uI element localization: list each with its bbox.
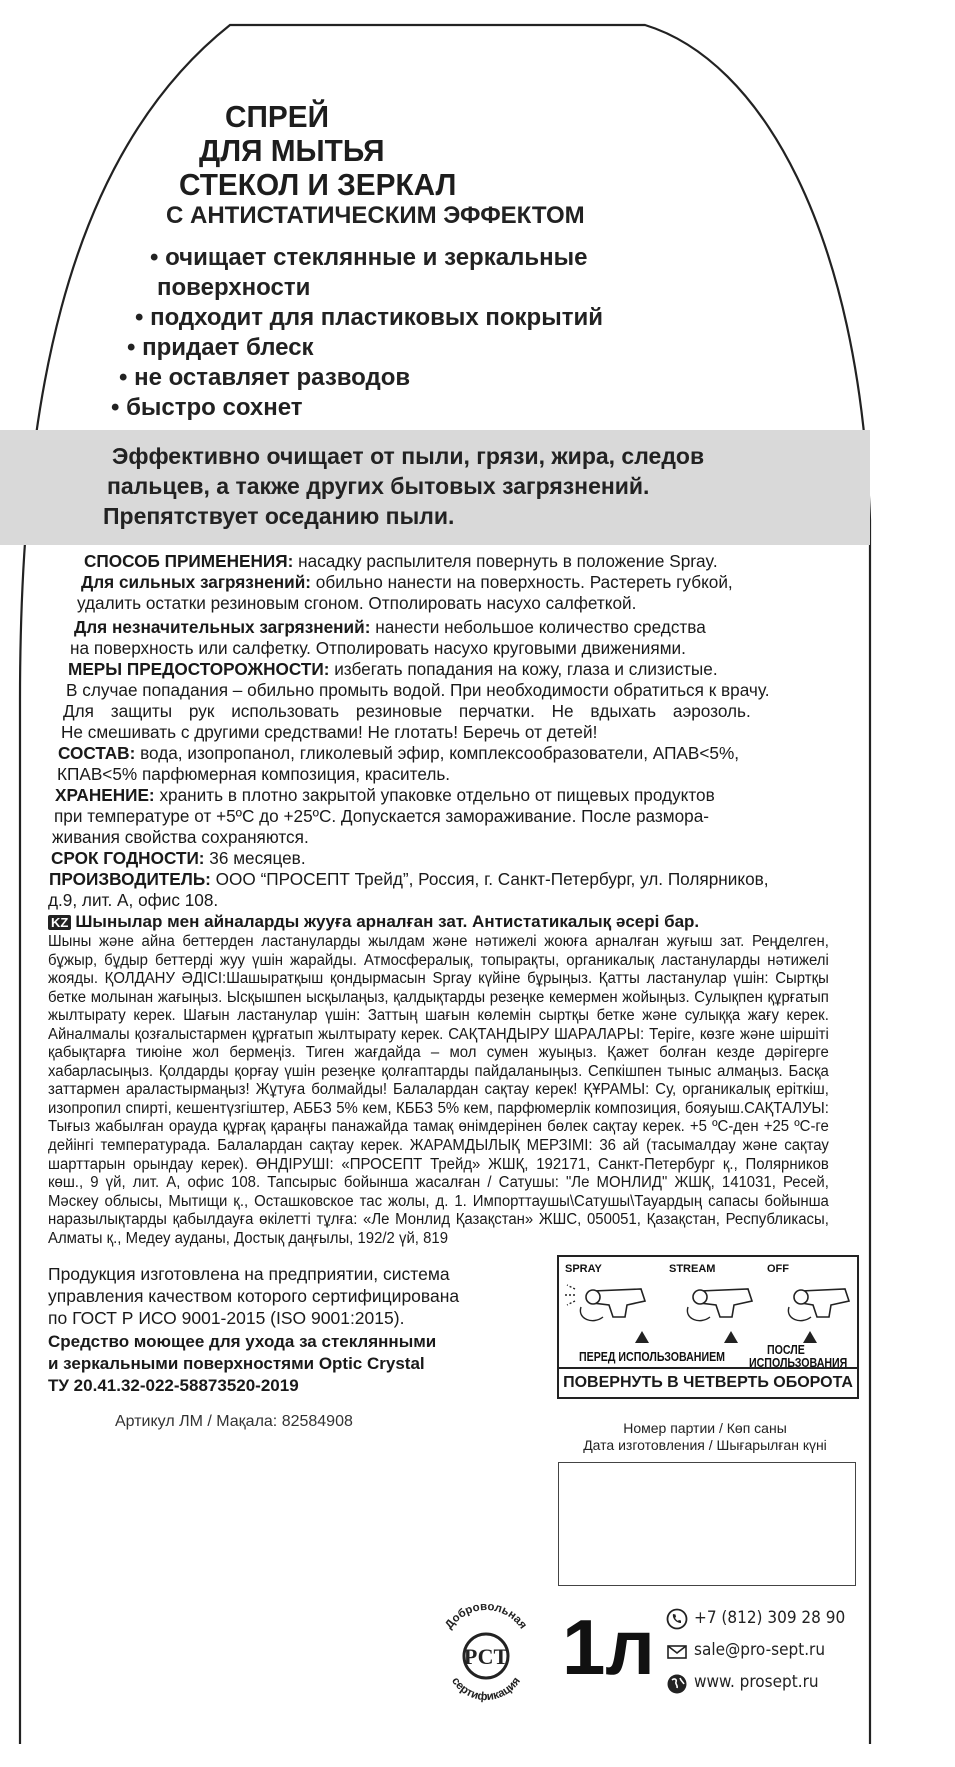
bullet-3: • придает блеск	[127, 334, 314, 361]
product-subtitle: С АНТИСТАТИЧЕСКИМ ЭФФЕКТОМ	[166, 202, 585, 229]
shelf-life: СРОК ГОДНОСТИ: 36 месяцев.	[51, 848, 306, 868]
batch-date-box	[558, 1462, 856, 1586]
globe-icon	[666, 1673, 688, 1695]
contact-email: sale@pro-sept.ru	[694, 1640, 826, 1660]
off-label: OFF	[767, 1263, 789, 1275]
usage-line-5: на поверхность или салфетку. Отполировать насухо круговыми движениями.	[70, 638, 686, 658]
usage-line-2: Для сильных загрязнений: обильно нанести на поверхность. Растереть губкой,	[81, 572, 733, 592]
article-number: Артикул ЛМ / Мақала: 82584908	[115, 1413, 353, 1430]
claim-line-3: Препятствует оседанию пыли.	[103, 503, 455, 529]
kz-heading: KZ Шынылар мен айналарды жууға арналған зат. Антистатикалық әсері бар.	[48, 912, 699, 932]
bullet-1-cont: поверхности	[157, 274, 311, 301]
bullet-1: • очищает стеклянные и зеркальные	[150, 244, 588, 271]
stream-label: STREAM	[669, 1263, 716, 1275]
precautions-line-1: МЕРЫ ПРЕДОСТОРОЖНОСТИ: избегать попадания на кожу, глаза и слизистые.	[68, 659, 718, 679]
after-use-caption-1: ПОСЛЕ	[767, 1343, 805, 1357]
nozzle-instruction-box	[557, 1255, 859, 1399]
product-title-line-1: СПРЕЙ	[225, 99, 329, 134]
arrow-up-icon	[635, 1331, 649, 1343]
manufacturer-line-2: д.9, лит. А, офис 108.	[48, 890, 219, 910]
usage-line-3: удалить остатки резиновым сгоном. Отполировать насухо салфеткой.	[77, 593, 637, 613]
composition-line-2: КПАВ<5% парфюмерная композиция, краситель.	[57, 764, 451, 784]
storage-line-2: при температуре от +5ºС до +25ºС. Допускается замораживание. После размора-	[54, 806, 710, 826]
product-title-line-2: ДЛЯ МЫТЬЯ	[199, 133, 385, 168]
bullet-4: • не оставляет разводов	[119, 364, 411, 391]
instruction-footer: ПОВЕРНУТЬ В ЧЕТВЕРТЬ ОБОРОТА	[559, 1367, 857, 1397]
after-use-caption-2: ИСПОЛЬЗОВАНИЯ	[749, 1356, 848, 1370]
bullet-5: • быстро сохнет	[111, 394, 303, 421]
usage-line-1: СПОСОБ ПРИМЕНЕНИЯ: насадку распылителя повернуть в положение Spray.	[84, 551, 718, 571]
production-note: Продукция изготовлена на предприятии, система управления качеством которого сертифицирована по ГОСТ Р ИСО 9001-2015 (ISO 9001:2015).	[48, 1264, 460, 1328]
arrow-up-icon	[724, 1331, 738, 1343]
arrow-up-icon	[803, 1331, 817, 1343]
phone-icon	[666, 1608, 688, 1630]
volume-label: 1л	[562, 1603, 655, 1691]
claim-line-1: Эффективно очищает от пыли, грязи, жира, следов	[112, 443, 705, 469]
composition-line-1: СОСТАВ: вода, изопропанол, гликолевый эфир, комплексообразователи, АПАВ<5%,	[58, 743, 740, 763]
bullet-2: • подходит для пластиковых покрытий	[135, 304, 603, 331]
kz-flag-badge: KZ	[48, 915, 71, 930]
storage-line-3: живания свойства сохраняются.	[52, 827, 309, 847]
svg-text:РСТ: РСТ	[463, 1644, 509, 1669]
envelope-icon	[666, 1641, 688, 1663]
kz-body: Шыны және айна беттерден ластануларды жылдам және нәтижелі жоюға арналған жуғыш зат. Реңделген, бұжыр, бұдыр беттерді жуу үшін жарайды. Атмосфералық, топырақты, органикалық ластануларды нәтижелі жояды. ҚОЛДАНУ ӘДІСІ:Шашыратқыш қондырмасын Spray күйіне бұрыңыз. Қатты ластанулар үшін: Сыртқы бетке молынан жағыңыз. Ысқышпен ысқылаңыз, қалдықтарды резеңке кемермен жойыңыз. Сулықпен құрғатып жылтырату керек. Шағын ластанулар үшін: Заттың шағын көлемін сыртқы бетке және сулыққа жағу керек. Айналмалы қозғалыстармен құрғатып жылтырату керек. САҚТАНДЫРУ ШАРАЛАРЫ: Теріге, көзге және шіршіті қабықтарға тиюіне жол бермеңіз. Тиген жағдайда – мол сумен жуыңыз. Қажет болған кезде дәрігерге хабарласыңыз. Қолдарды қорғау үшін резеңке қолғаптарды пайдаланыңыз. Сепкішпен тыныс алмаңыз. Басқа заттармен араластырмаңыз! Жұтуға болмайды! Балалардан сақтау керек! ҚҰРАМЫ: Су, органикалық еріткіш, изопропил спирті, кешентүзгіштер, АББЗ 5% кем, КББЗ 5% кем, парфюмерлік композиция, бояуыш.САҚТАЛУЫ: Тығыз жабылған орауда құрғақ қараңғы панажайда тамақ өнімдерінен бөлек сақтау керек. +5 ºС-ден +25 ºС-ге дейінгі температурада. Балалардан сақтау керек. ЖАРАМДЫЛЫҚ МЕРЗІМІ: 36 ай (тасымалдау және сақтау шарттарын орындау керек). ӨНДІРУШІ: «ПРОСЕПТ Трейд» ЖШҚ, 192171, Санкт-Петербург қ., Полярников көш., 9 үй, лит. А, офис 108. Тапсырыс бойынша жасалған / Сатушы: "Ле МОНЛИД" ЖШҚ, 141031, Ресей, Мәскеу облысы, Мытищи қ., Осташковское тас жолы, д. 1. Импорттаушы\Сатушы\Тауардың сапасы бойынша наразылықтарды қабылдауға өкілетті тұлға: «Ле Монлид Қазақстан» ЖШС, 050051, Қазақстан, Республикасы, Алматы қ., Медеу ауданы, Достық даңғылы, 192/2 үй, 819	[48, 933, 829, 1247]
nozzle-positions-icon	[563, 1277, 853, 1327]
pst-cert-logo	[430, 1590, 540, 1710]
spray-label: SPRAY	[565, 1263, 602, 1275]
claim-line-2: пальцев, а также других бытовых загрязнений.	[107, 473, 650, 499]
manufacturer-line-1: ПРОИЗВОДИТЕЛЬ: ООО “ПРОСЕПТ Трейд”, Россия, г. Санкт-Петербург, ул. Полярников,	[49, 869, 769, 889]
product-title-line-3: СТЕКОЛ И ЗЕРКАЛ	[179, 167, 457, 202]
svg-text:сертификация: сертификация	[449, 1675, 523, 1704]
contact-phone: +7 (812) 309 28 90	[694, 1608, 846, 1628]
before-use-caption: ПЕРЕД ИСПОЛЬЗОВАНИЕМ	[579, 1350, 726, 1364]
contact-website: www. prosept.ru	[694, 1672, 819, 1692]
precautions-line-3: Для защиты рук использовать резиновые перчатки. Не вдыхать аэрозоль.	[63, 701, 751, 721]
product-standard: Средство моющее для ухода за стеклянными и зеркальными поверхностями Optic Crystal ТУ 20.41.32-022-58873520-2019	[48, 1332, 437, 1395]
usage-line-4: Для незначительных загрязнений: нанести небольшое количество средства	[74, 617, 706, 637]
precautions-line-2: В случае попадания – обильно промыть водой. При необходимости обратиться к врачу.	[66, 680, 770, 700]
storage-line-1: ХРАНЕНИЕ: хранить в плотно закрытой упаковке отдельно от пищевых продуктов	[55, 785, 715, 805]
svg-text:Добровольная: Добровольная	[443, 1600, 529, 1632]
batch-label: Номер партии / Көп саны Дата изготовления / Шығарылған күні	[583, 1420, 827, 1453]
precautions-line-4: Не смешивать с другими средствами! Не глотать! Беречь от детей!	[61, 722, 598, 742]
